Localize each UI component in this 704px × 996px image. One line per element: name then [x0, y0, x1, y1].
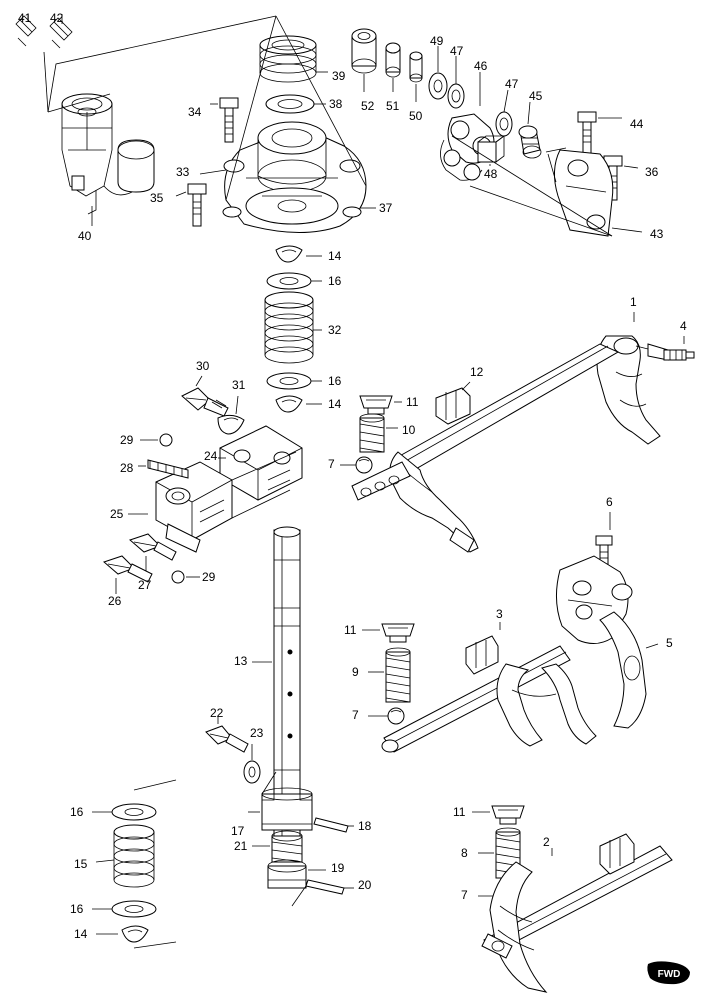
callout-28: 28: [120, 461, 134, 475]
callout-16-a: 16: [328, 274, 342, 288]
callout-51: 51: [386, 99, 400, 113]
part-7-ball-a: [356, 457, 372, 473]
part-45-boot: [519, 126, 541, 158]
callout-7-c: 7: [461, 888, 468, 902]
callout-4: 4: [680, 319, 687, 333]
part-31-washer: [218, 415, 244, 434]
callout-38: 38: [329, 97, 343, 111]
part-17-collar: [262, 788, 312, 830]
part-3-shift-fork: [382, 636, 596, 752]
callout-3: 3: [496, 607, 503, 621]
callout-44: 44: [630, 117, 644, 131]
callout-32: 32: [328, 323, 342, 337]
callout-46: 46: [474, 59, 488, 73]
callout-30: 30: [196, 359, 210, 373]
callout-41: 41: [18, 11, 32, 25]
part-14-circlip-c: [122, 926, 148, 942]
part-29-ball-a: [160, 434, 172, 446]
callout-39: 39: [332, 69, 346, 83]
callout-49: 49: [430, 34, 444, 48]
part-7-ball-b: [388, 708, 404, 724]
part-12-gearshift-shaft: [352, 344, 618, 552]
part-21-spring: [272, 831, 302, 862]
callout-19: 19: [331, 861, 345, 875]
callout-16-b: 16: [328, 374, 342, 388]
part-14-circlip-b: [276, 396, 302, 412]
part-16-washer-a: [267, 273, 311, 289]
callout-1: 1: [630, 295, 637, 309]
part-15-spring: [114, 825, 154, 887]
callout-36: 36: [645, 165, 659, 179]
part-34-bolt: [220, 98, 238, 142]
part-16-washer-d: [112, 901, 156, 917]
callout-8: 8: [461, 846, 468, 860]
part-38-seal: [266, 95, 314, 113]
callout-11-b: 11: [344, 623, 357, 637]
svg-text:FWD: FWD: [657, 969, 681, 980]
callout-20: 20: [358, 878, 372, 892]
callout-16-c: 16: [70, 805, 84, 819]
part-44-bolt: [578, 112, 596, 154]
callout-47-a: 47: [450, 44, 464, 58]
part-30-screw: [182, 388, 228, 416]
callout-13: 13: [234, 654, 248, 668]
callout-18: 18: [358, 819, 372, 833]
callout-33: 33: [176, 165, 190, 179]
fwd-watermark: [646, 960, 692, 986]
callout-22: 22: [210, 706, 224, 720]
callout-21: 21: [234, 839, 248, 853]
callout-10: 10: [402, 423, 416, 437]
callout-42: 42: [50, 11, 64, 25]
part-25-cam: [156, 462, 232, 552]
callout-37: 37: [379, 201, 393, 215]
callout-17: 17: [231, 824, 245, 838]
part-16-washer-b: [267, 373, 311, 389]
part-35-bolt: [188, 184, 206, 226]
part-28-spring: [148, 460, 188, 478]
part-37-housing: [223, 122, 366, 233]
part-47-bushing-b: [496, 112, 512, 136]
part-22-screw: [206, 726, 248, 752]
part-23-washer: [244, 761, 260, 783]
callout-34: 34: [188, 105, 202, 119]
part-18-pin: [314, 818, 348, 832]
part-4-screw: [664, 350, 694, 360]
part-10-spring: [360, 414, 384, 452]
part-19-collar: [268, 860, 306, 888]
callout-50: 50: [409, 109, 423, 123]
callout-24: 24: [204, 449, 218, 463]
callout-45: 45: [529, 89, 543, 103]
callout-25: 25: [110, 507, 124, 521]
callout-26: 26: [108, 594, 122, 608]
part-40-shift-lever: [62, 94, 154, 214]
callout-15: 15: [74, 857, 88, 871]
callout-27: 27: [138, 578, 152, 592]
callout-29-b: 29: [202, 570, 216, 584]
part-43-bracket: [546, 148, 613, 236]
callout-47-b: 47: [505, 77, 519, 91]
callout-5: 5: [666, 636, 673, 650]
part-51-washer: [386, 43, 400, 77]
part-29-ball-b: [172, 571, 184, 583]
callout-23: 23: [250, 726, 264, 740]
callout-31: 31: [232, 378, 246, 392]
callout-40: 40: [78, 229, 92, 243]
callout-11-a: 11: [406, 395, 419, 409]
callout-6: 6: [606, 495, 613, 509]
part-9-spring: [386, 648, 410, 702]
callout-7-b: 7: [352, 708, 359, 722]
callout-11-c: 11: [453, 805, 466, 819]
callout-29-a: 29: [120, 433, 134, 447]
part-49-washer: [429, 73, 447, 99]
part-20-pin: [306, 880, 344, 894]
part-14-circlip-a: [276, 246, 302, 262]
callout-14-c: 14: [74, 927, 88, 941]
callout-16-d: 16: [70, 902, 84, 916]
part-32-spring: [265, 292, 313, 363]
part-52-bearing: [352, 29, 376, 73]
callout-2: 2: [543, 835, 550, 849]
part-50-washer: [410, 52, 422, 82]
part-11-plug-c: [492, 806, 524, 824]
callout-14-a: 14: [328, 249, 342, 263]
callout-48: 48: [484, 167, 498, 181]
callout-35: 35: [150, 191, 164, 205]
part-47-bushing-a: [448, 84, 464, 108]
part-11-plug-b: [382, 624, 414, 642]
callout-43: 43: [650, 227, 664, 241]
callout-9: 9: [352, 665, 359, 679]
callout-12: 12: [470, 365, 484, 379]
part-11-plug-a: [360, 396, 392, 414]
callout-52: 52: [361, 99, 375, 113]
part-16-washer-c: [112, 804, 156, 820]
callout-7-a: 7: [328, 457, 335, 471]
callout-14-b: 14: [328, 397, 342, 411]
